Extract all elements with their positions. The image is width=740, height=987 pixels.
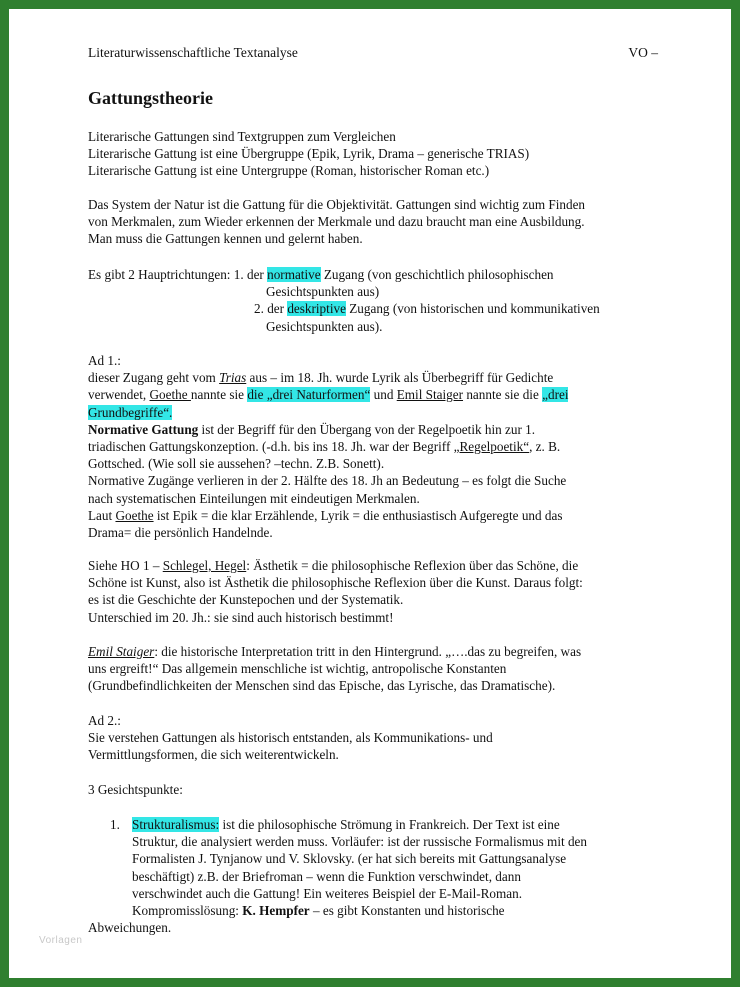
goethe-term: Goethe (149, 387, 191, 403)
text: ist die philosophische Strömung in Frankreich. Der Text ist eine (219, 817, 560, 832)
list-line: Formalisten J. Tynjanow und V. Sklovsky. (er hat sich bereits mit Gattungsanalyse (132, 851, 567, 867)
document-page (9, 9, 731, 978)
staiger-term: Emil Staiger (88, 644, 155, 659)
text: ist Epik = die klar Erzählende, Lyrik = die enthusiastisch Aufgeregte und das (153, 507, 563, 523)
list-line: beschäftigt) z.B. der Briefroman – wenn die Funktion verschwindet, dann (132, 868, 521, 884)
list-line: verschwindet auch die Gattung! Ein weiteres Beispiel der E-Mail-Roman. (132, 885, 523, 901)
system-line: Das System der Natur ist die Gattung für die Objektivität. Gattungen sind wichtig zum Finden (88, 197, 586, 212)
page-header (88, 44, 658, 61)
highlight-strukturalismus: Strukturalismus: (132, 817, 220, 832)
text: verwendet, (88, 387, 150, 403)
staiger-line: uns ergreift!“ Das allgemein menschliche ist wichtig, antropolische Konstanten (88, 661, 507, 677)
hauptrichtungen-cont-1: Gesichtspunkten aus) (266, 284, 380, 300)
highlight-naturformen: die „drei Naturformen“ (247, 387, 371, 403)
gesichtspunkte-label: 3 Gesichtspunkte: (88, 782, 183, 797)
staiger-line (88, 643, 668, 660)
ad1-line (88, 386, 668, 403)
trias-term: Trias (219, 370, 247, 386)
ad1-line: Drama= die persönlich Handelnde. (88, 525, 273, 541)
text: triadischen Gattungskonzeption. (-d.h. bis ins 18. Jh. war der Begriff (88, 439, 454, 455)
ad2-label: Ad 2.: (88, 713, 121, 728)
intro-paragraph (88, 128, 668, 180)
ad1-label: Ad 1.: (88, 353, 121, 368)
list-line: Abweichungen. (88, 920, 172, 936)
hempfer-term: K. Hempfer (242, 903, 310, 919)
ad1-line (88, 404, 668, 421)
header-course: Literaturwissenschaftliche Textanalyse (88, 45, 298, 60)
siehe-paragraph (88, 557, 668, 626)
system-line: Man muss die Gattungen kennen und gelernt haben. (88, 231, 363, 247)
siehe-line: es ist die Geschichte der Kunstepochen und der Systematik. (88, 592, 404, 608)
ad2-line: Vermittlungsformen, die sich weiterentwickeln. (88, 747, 339, 763)
text: nannte sie (190, 387, 248, 403)
header-type: VO – (628, 45, 658, 60)
list-item-strukturalismus (88, 816, 668, 936)
highlight-drei: „drei (542, 387, 569, 403)
hauptrichtungen-cont-2: Gesichtspunkten aus). (266, 318, 383, 334)
siehe-line: Schöne ist Kunst, also ist Ästhetik die philosophische Reflexion über die Kunst. Daraus folgt: (88, 575, 583, 591)
text: und (370, 387, 397, 403)
text: ist der Begriff für den Übergang von der Regelpoetik hin zur 1. (198, 421, 536, 437)
hauptrichtungen-line-2 (88, 300, 668, 317)
text: Kompromisslösung: (132, 903, 243, 919)
ad1-line (88, 507, 668, 524)
list-line (88, 816, 668, 833)
ad1-block (88, 352, 668, 541)
system-line: von Merkmalen, zum Wieder erkennen der Merkmale und dazu braucht man eine Ausbildung. (88, 214, 585, 230)
text: Siehe HO 1 – (88, 558, 163, 573)
highlight-grundbegriffe: Grundbegriffe“. (88, 404, 173, 420)
text: Laut (88, 507, 116, 523)
text: aus – im 18. Jh. wurde Lyrik als Überbegriff für Gedichte (246, 370, 554, 386)
goethe-term: Goethe (115, 507, 154, 523)
page-title: Gattungstheorie (88, 88, 213, 108)
ad1-line (88, 421, 668, 438)
ad1-line (88, 369, 668, 386)
ad1-line: nach systematischen Einteilungen mit eindeutigen Merkmalen. (88, 490, 420, 506)
schlegel-hegel-term: Schlegel, Hegel (162, 558, 247, 573)
text: , z. B. (529, 439, 561, 455)
regelpoetik-term: „Regelpoetik“ (453, 439, 530, 455)
text: Zugang (von historischen und kommunikativen (345, 301, 600, 317)
ad2-line: Sie verstehen Gattungen als historisch entstanden, als Kommunikations- und (88, 730, 493, 746)
ad1-line (88, 438, 668, 455)
staiger-paragraph (88, 643, 668, 695)
hauptrichtungen-label: Es gibt 2 Hauptrichtungen: (88, 267, 231, 282)
hauptrichtungen-line-1 (88, 266, 668, 283)
intro-line: Literarische Gattungen sind Textgruppen zum Vergleichen (88, 129, 396, 144)
normative-gattung-term: Normative Gattung (88, 421, 199, 437)
text: – es gibt Konstanten und historische (309, 903, 505, 919)
system-paragraph (88, 196, 668, 248)
text: 1. der (233, 267, 268, 282)
hauptrichtungen-block (88, 266, 668, 335)
text: dieser Zugang geht vom (88, 370, 220, 386)
ad1-line: Normative Zugänge verlieren in der 2. Hälfte des 18. Jh an Bedeutung – es folgt die Suche (88, 473, 567, 489)
text: nannte sie die (463, 387, 543, 403)
intro-line: Literarische Gattung ist eine Übergruppe (Epik, Lyrik, Drama – generische TRIAS) (88, 146, 530, 162)
intro-line: Literarische Gattung ist eine Untergruppe (Roman, historischer Roman etc.) (88, 163, 490, 179)
siehe-line: Unterschied im 20. Jh.: sie sind auch historisch bestimmt! (88, 609, 394, 625)
text: : die historische Interpretation tritt in den Hintergrund. „….das zu begreifen, was (154, 644, 582, 659)
siehe-line (88, 557, 668, 574)
staiger-term: Emil Staiger (396, 387, 464, 403)
watermark: Vorlagen (39, 935, 83, 946)
highlight-deskriptive: deskriptive (287, 301, 346, 317)
list-line: Struktur, die analysiert werden muss. Vorläufer: ist der russische Formalismus mit den (132, 834, 587, 850)
highlight-normative: normative (267, 267, 321, 282)
text: : Ästhetik = die philosophische Reflexion über das Schöne, die (246, 558, 579, 573)
list-line (88, 902, 668, 919)
ad1-line: Gottsched. (Wie soll sie aussehen? –techn. Z.B. Sonett). (88, 456, 385, 472)
staiger-line: (Grundbefindlichkeiten der Menschen sind das Epische, das Lyrische, das Dramatische). (88, 678, 556, 694)
text: Zugang (von geschichtlich philosophischen (320, 267, 554, 282)
list-number: 1. (110, 817, 120, 832)
ad2-block (88, 712, 668, 764)
text: 2. der (254, 301, 288, 317)
